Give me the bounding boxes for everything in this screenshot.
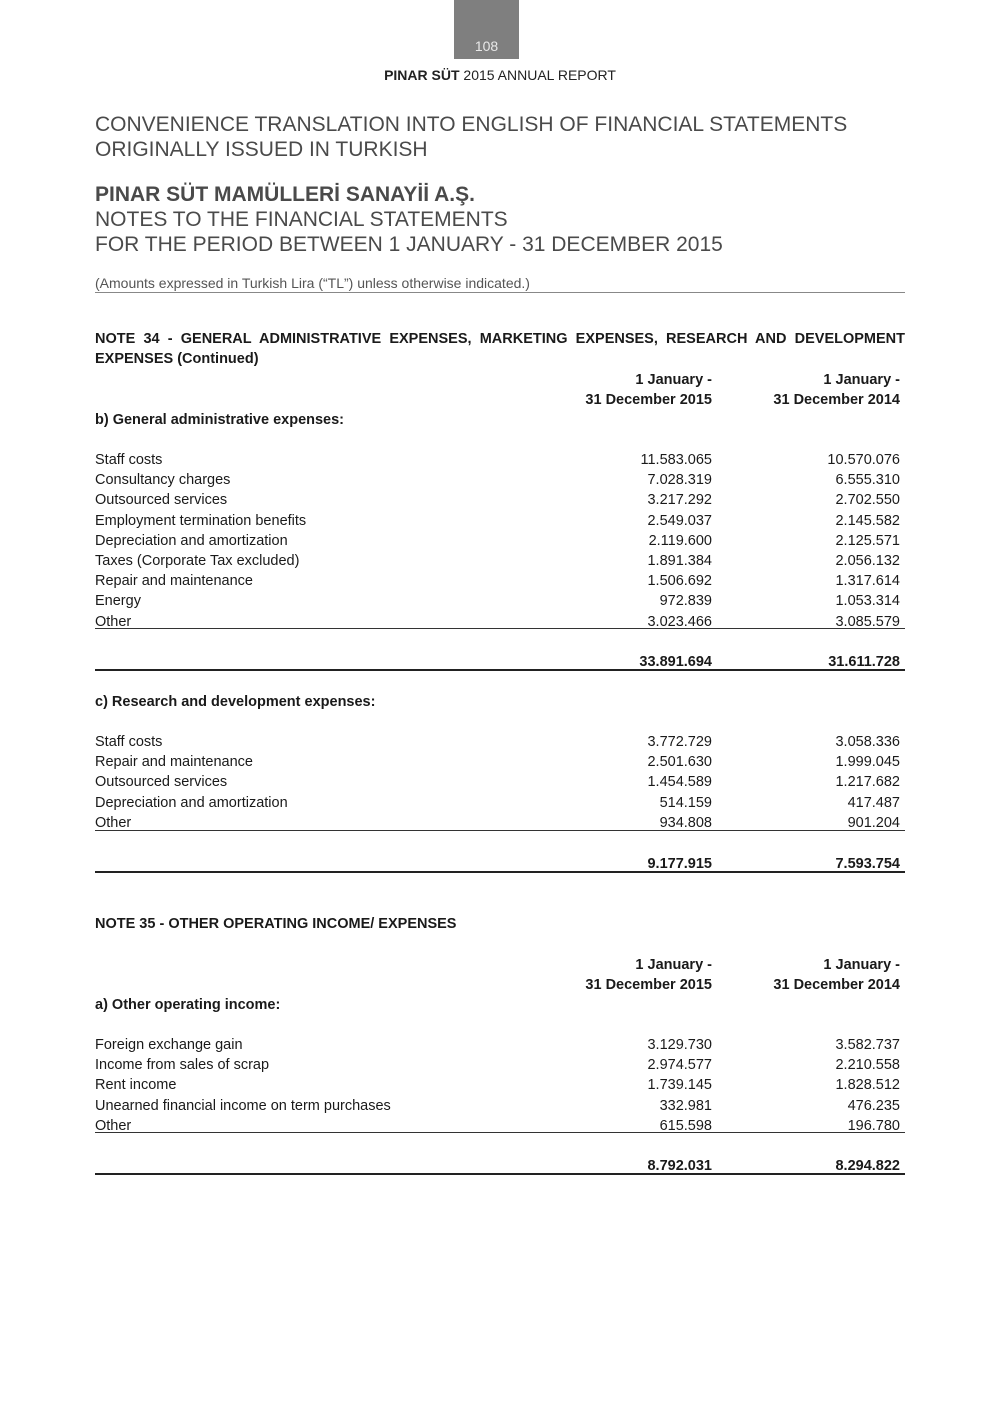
row-label: Staff costs (95, 452, 163, 468)
row-label: Repair and maintenance (95, 754, 253, 771)
row-value-2015: 1.454.589 (647, 774, 712, 791)
row-value-2014: 196.780 (847, 1117, 900, 1134)
row-value-2015: 514.159 (659, 794, 712, 811)
row-label: Outsourced services (95, 492, 228, 509)
row-label: Energy (95, 593, 141, 610)
row-value-2014: 10.570.076 (827, 452, 900, 468)
convenience-translation-heading (95, 112, 847, 162)
header-divider (95, 292, 905, 293)
row-label: Rent income (95, 1077, 177, 1094)
section-a-subtotal-rule (95, 1132, 905, 1133)
note35-col1-line1: 1 January - (635, 957, 712, 973)
note35-col1-line2: 31 December 2015 (585, 977, 712, 993)
section-c-subtotal-rule (95, 830, 905, 831)
row-label: Income from sales of scrap (95, 1057, 270, 1074)
row-label: Consultancy charges (95, 472, 231, 489)
row-value-2015: 1.506.692 (647, 573, 712, 590)
row-value-2015: 2.974.577 (647, 1057, 712, 1074)
section-b-total-rule (95, 669, 905, 671)
row-value-2015: 3.129.730 (647, 1037, 712, 1053)
conv-line-1: CONVENIENCE TRANSLATION INTO ENGLISH OF FINANCIAL STATEMENTS (95, 113, 848, 136)
section-c-total-2014: 7.593.754 (835, 856, 900, 872)
report-brand: PINAR SÜT (384, 67, 460, 83)
row-value-2014: 417.487 (847, 794, 900, 811)
row-value-2015: 2.501.630 (647, 754, 712, 771)
section-a-total-2014: 8.294.822 (835, 1158, 900, 1174)
section-b-total-2015: 33.891.694 (639, 654, 712, 670)
company-name: PINAR SÜT MAMÜLLERİ SANAYİİ A.Ş. (95, 183, 475, 206)
row-label: Repair and maintenance (95, 573, 253, 590)
page-number: 108 (454, 0, 519, 59)
row-value-2014: 2.056.132 (835, 553, 900, 569)
row-value-2015: 2.549.037 (647, 512, 712, 529)
report-title: 2015 ANNUAL REPORT (459, 67, 616, 83)
row-value-2015: 934.808 (659, 814, 712, 831)
row-value-2015: 2.119.600 (648, 532, 712, 549)
row-value-2014: 476.235 (847, 1097, 900, 1114)
notes-title: NOTES TO THE FINANCIAL STATEMENTS (95, 208, 508, 231)
row-label: Staff costs (95, 734, 163, 750)
conv-line-2: ORIGINALLY ISSUED IN TURKISH (95, 138, 428, 161)
section-a-total-rule (95, 1173, 905, 1175)
period-title: FOR THE PERIOD BETWEEN 1 JANUARY - 31 DECEMBER 2015 (95, 233, 723, 256)
row-value-2014: 6.555.310 (835, 472, 900, 489)
note34-title: NOTE 34 - GENERAL ADMINISTRATIVE EXPENSES, MARKETING EXPENSES, RESEARCH AND DEVELOPMENT EXPENSES (Continued) (95, 331, 905, 367)
row-value-2015: 7.028.319 (647, 472, 712, 489)
note35-col2-line2: 31 December 2014 (773, 977, 900, 993)
company-heading (95, 182, 723, 257)
row-label: Taxes (Corporate Tax excluded) (95, 553, 300, 569)
row-value-2015: 11.583.065 (640, 452, 712, 468)
note35-col2-line1: 1 January - (823, 957, 900, 973)
section-a-heading: a) Other operating income: (95, 997, 281, 1013)
row-value-2014: 901.204 (847, 814, 900, 831)
row-value-2014: 3.085.579 (835, 613, 900, 630)
row-value-2015: 3.772.729 (647, 734, 712, 750)
row-label: Other (95, 1117, 132, 1134)
section-c-total-rule (95, 871, 905, 873)
row-value-2014: 1.217.682 (835, 774, 900, 791)
row-value-2014: 1.999.045 (835, 754, 900, 771)
row-label: Unearned financial income on term purchases (95, 1097, 391, 1114)
section-a-total-2015: 8.792.031 (647, 1158, 712, 1174)
row-value-2014: 2.145.582 (835, 512, 900, 529)
section-b-heading: b) General administrative expenses: (95, 412, 345, 428)
row-label: Other (95, 613, 132, 630)
note34-col2-line2: 31 December 2014 (773, 392, 900, 408)
section-c-heading: c) Research and development expenses: (95, 694, 376, 710)
row-value-2015: 1.739.145 (647, 1077, 712, 1094)
row-value-2015: 972.839 (659, 593, 712, 610)
row-value-2014: 3.058.336 (835, 734, 900, 750)
row-value-2014: 1.053.314 (835, 593, 900, 610)
report-header (0, 67, 1000, 83)
note34-col1-line1: 1 January - (635, 372, 712, 388)
section-b-subtotal-rule (95, 628, 905, 629)
note34-col1-line2: 31 December 2015 (585, 392, 712, 408)
row-value-2014: 2.125.571 (835, 532, 900, 549)
row-value-2015: 332.981 (659, 1097, 712, 1114)
row-value-2015: 3.023.466 (647, 613, 712, 630)
row-value-2014: 1.828.512 (835, 1077, 900, 1094)
note34-col2-line1: 1 January - (823, 372, 900, 388)
row-label: Other (95, 814, 132, 831)
note35-title: NOTE 35 - OTHER OPERATING INCOME/ EXPENSES (95, 916, 457, 932)
row-label: Outsourced services (95, 774, 228, 791)
row-value-2014: 1.317.614 (835, 573, 900, 590)
row-value-2015: 3.217.292 (647, 492, 712, 509)
row-label: Employment termination benefits (95, 512, 307, 529)
row-label: Depreciation and amortization (95, 794, 288, 811)
amounts-note: (Amounts expressed in Turkish Lira (“TL”) unless otherwise indicated.) (95, 275, 530, 291)
row-value-2014: 2.210.558 (835, 1057, 900, 1074)
row-value-2015: 615.598 (659, 1117, 712, 1134)
row-value-2015: 1.891.384 (647, 553, 712, 569)
row-label: Depreciation and amortization (95, 532, 288, 549)
row-value-2014: 2.702.550 (835, 492, 900, 509)
section-c-total-2015: 9.177.915 (647, 856, 712, 872)
section-b-total-2014: 31.611.728 (828, 654, 900, 670)
row-value-2014: 3.582.737 (835, 1037, 900, 1053)
row-label: Foreign exchange gain (95, 1037, 243, 1053)
